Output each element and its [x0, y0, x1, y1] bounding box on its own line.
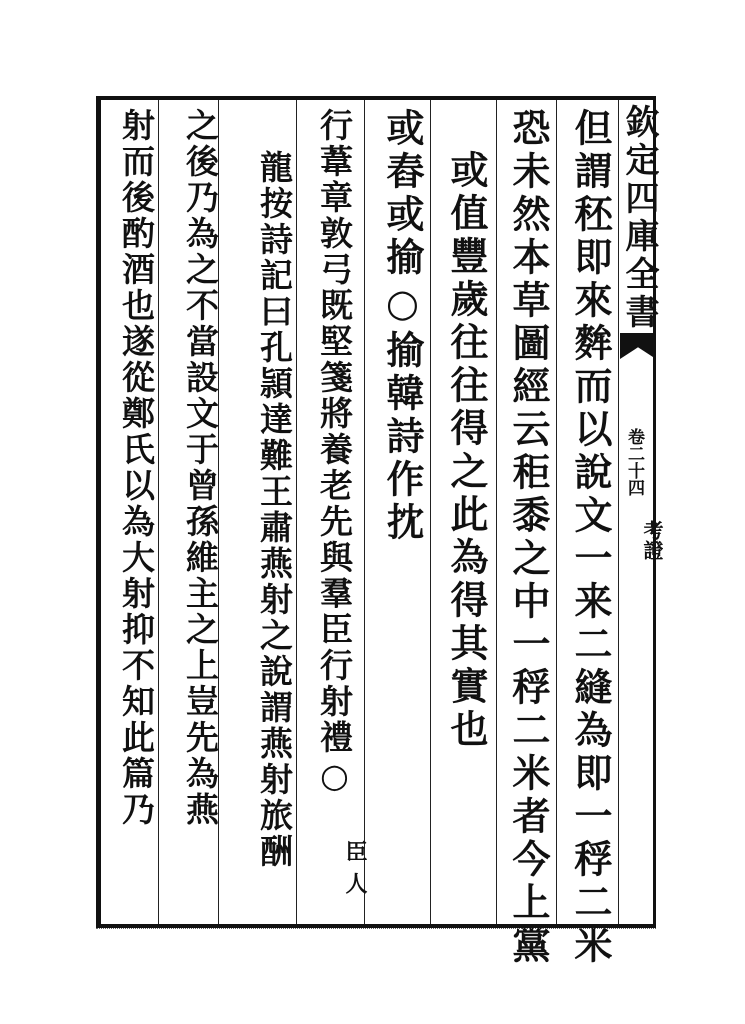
- column-rule: [556, 100, 557, 924]
- text-column-4: 或舂或揄○揄韓詩作抌: [380, 108, 425, 545]
- bottom-margin-line: [96, 928, 656, 931]
- book-title: 欽定四庫全書: [619, 104, 659, 332]
- column-rule: [364, 100, 365, 924]
- volume-label: 卷二十四: [624, 428, 644, 496]
- text-column-3: 或值豐歲往往得之此為得其實也: [444, 150, 489, 752]
- text-column-6: 龍按詩記曰孔頴達難王肅燕射之說謂燕射旅酬: [255, 150, 294, 870]
- text-column-1: 但謂秠即來麰而以說文一来二縫為即一稃二米: [568, 108, 613, 968]
- column-rule: [496, 100, 497, 924]
- text-column-5: 行葦章敦弓既堅箋將養老先與羣臣行射禮○: [315, 108, 354, 798]
- text-column-2: 恐未然本草圖經云秬黍之中一稃二米者今上黨: [506, 108, 551, 968]
- column-rule: [430, 100, 431, 924]
- text-column-8: 射而後酌酒也遂從鄭氏以為大射抑不知此篇乃: [117, 108, 156, 828]
- annotation-ren: 人: [342, 872, 368, 894]
- text-column-7: 之後乃為之不當設文于曾孫維主之上豈先為燕: [181, 108, 220, 828]
- annotation-chen: 臣: [342, 840, 368, 862]
- section-label: 考證: [640, 520, 664, 560]
